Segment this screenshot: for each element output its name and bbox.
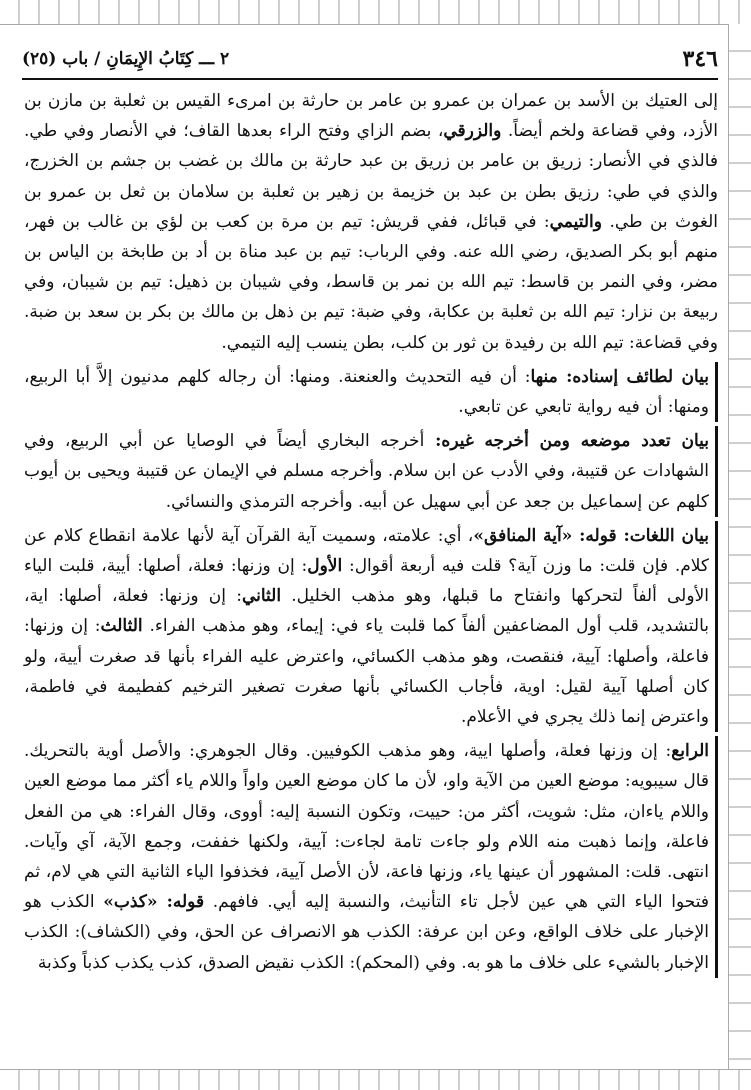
text-run: : أن فيه التحديث والعنعنة. ومنها: أن رجاله كلهم مدنيون إلاَّ أبا الربيع، ومنها: أن فيه رواية تابعي عن تابعي. — [24, 366, 709, 418]
text-run: إلى العتيك بن الأسد بن عمران بن عمرو بن عامر بن حارثة بن امرىء القيس بن ثعلبة بن مازن بن الأزد، وفي قضاعة ولخم أيضاً. — [24, 91, 718, 142]
header-rule — [22, 78, 718, 80]
keyword: الأول — [307, 556, 343, 577]
page-number: ٣٤٦ — [682, 46, 718, 72]
taaddud-section — [24, 426, 718, 517]
text-run: ، أي: علامته، وسميت آية القرآن آية لأنها علامة انقطاع كلام عن كلام. فإن قلت: ما وزن آية؟ قلت فيه أربعة أقوال: — [24, 525, 709, 577]
top-decorative-border — [0, 0, 751, 25]
keyword: بيان تعدد موضعه ومن أخرجه غيره: — [424, 431, 709, 452]
keyword: والزرقي — [443, 121, 502, 142]
keyword: قوله: «آية المنافق» — [473, 525, 617, 546]
keyword: قوله: «كذب» — [103, 892, 205, 913]
keyword: الثاني — [241, 586, 282, 607]
right-decorative-border — [728, 24, 751, 1069]
page-header — [22, 44, 718, 74]
text-run: : في قبائل، ففي قريش: تيم بن مرة بن كعب بن لؤي بن غالب بن فهر، منهم أبو بكر الصديق، رضي الله عنه. وفي الرباب: تيم بن عبد مناة بن أد بن طابخة بن الياس بن مضر، وفي النمر بن قاسط: تيم الله بن نمر بن قاسط، وفي شيبان بن ذهيل: تيم بن شيبان، وفي ربيعة بن نزار: تيم الله بن ثعلبة بن عكابة، وفي ضبة: تيم بن ذهل بن مالك بن بكر بن سعد بن ضبة. وفي قضاعة: تيم الله بن رفيدة بن ثور بن كلب، بطن ينسب إليه التيمي. — [24, 211, 718, 353]
lughat-section — [24, 521, 718, 732]
text-run: : إن وزنها: فاعلة، وأصلها: آيية، فنقصت، وهو مذهب الكسائي، واعترض عليه الفراء بأنها قد صغرت أيية، ولو كان أصلها آيية لقيل: اوية، فأجاب الكسائي بأنها صغرت تصغير الترخيم كفطيمة في فاطمة، واعترض إنما ذلك يجري في الأعلام. — [24, 616, 709, 728]
nisba-paragraph — [24, 86, 718, 358]
text-run: الكذب هو الإخبار على خلاف الواقع، وعن ابن عرفة: الكذب هو الانصراف عن الحق، وفي (الكشاف): الكذب الإخبار بالشيء على خلاف ما هو به. وفي (المحكم): الكذب نقيض الصدق، كذب يكذب كذباً وكذبة — [24, 892, 709, 973]
rabi-section — [24, 736, 718, 978]
keyword: بيان اللغات: — [616, 525, 710, 546]
text-run: : إن وزنها: فعلة، أصلها: أيية، قلبت الياء الأولى ألفاً لتحركها وانفتاح ما قبلها، وهو مذهب الخليل. — [24, 556, 709, 607]
keyword: والتيمي — [549, 211, 602, 232]
keyword: الرابع — [671, 741, 709, 762]
keyword: منها — [530, 366, 558, 387]
commentary-text — [24, 86, 718, 978]
text-run: أخرجه البخاري أيضاً في الوصايا عن أبي الربيع، وفي الشهادات عن قتيبة، وفي الأدب عن ابن سلام. وأخرجه مسلم في الإيمان عن قتيبة ويحيى بن أيوب كلهم عن إسماعيل بن جعد عن أبي سهيل عن أبيه. وأخرجه الترمذي والنسائي. — [24, 431, 709, 512]
lataif-section — [24, 362, 718, 422]
text-run: : إن وزنها فعلة، وأصلها ايية، وهو مذهب الكوفيين. وقال الجوهري: والأصل أوية بالتحريك. قال سيبويه: موضع العين من الآية واو، لأن ما كان موضع العين واواً واللام ياء أكثر مما موضع العين واللام ياءان، مثل: شويت، أكثر من: حييت، وتكون النسبة إليه: أووى، وقال الفراء: هي من الفعل فاعلة، وإنما ذهبت منه اللام ولو جاءت تامة لجاءت: آيية، ولكنها خففت، وجمع الآية، آي وآيات. انتهى. قلت: المشهور أن عينها ياء، وزنها فاعة، لأن الأصل آيية، فخذفوا الياء الثانية التي هي لام، ثم فتحوا الياء التي هي عين لأجل تاء التأنيث، والنسبة إليه أيي. فافهم. — [24, 741, 710, 913]
text-run: ، بضم الزاي وفتح الراء بعدها القاف؛ في الأنصار وفي طي. فالذي في الأنصار: زريق بن عامر بن زريق بن عبد حارثة بن مالك بن غضب بن جشم بن الخزرج، والذي في طي: رزيق بطن بن عبد بن خزيمة بن زهير بن ثعلبة بن سلامان بن ثعل بن عمرو بن الغوث بن طي. — [24, 121, 718, 232]
keyword: الثالث — [100, 616, 143, 637]
text-run: : إن وزنها: فعلة، أصلها: اية، بالتشديد، قلب أول المضاعفين ألفاً كما قلبت ياء في: إيماء، وهو مذهب الفراء. — [24, 586, 710, 637]
keyword: بيان لطائف إسناده: — [557, 366, 709, 387]
bottom-decorative-border — [0, 1069, 751, 1090]
running-head: ٢ ـــ كِتَابُ الإِيمَانِ / باب (٢٥) — [22, 49, 230, 69]
